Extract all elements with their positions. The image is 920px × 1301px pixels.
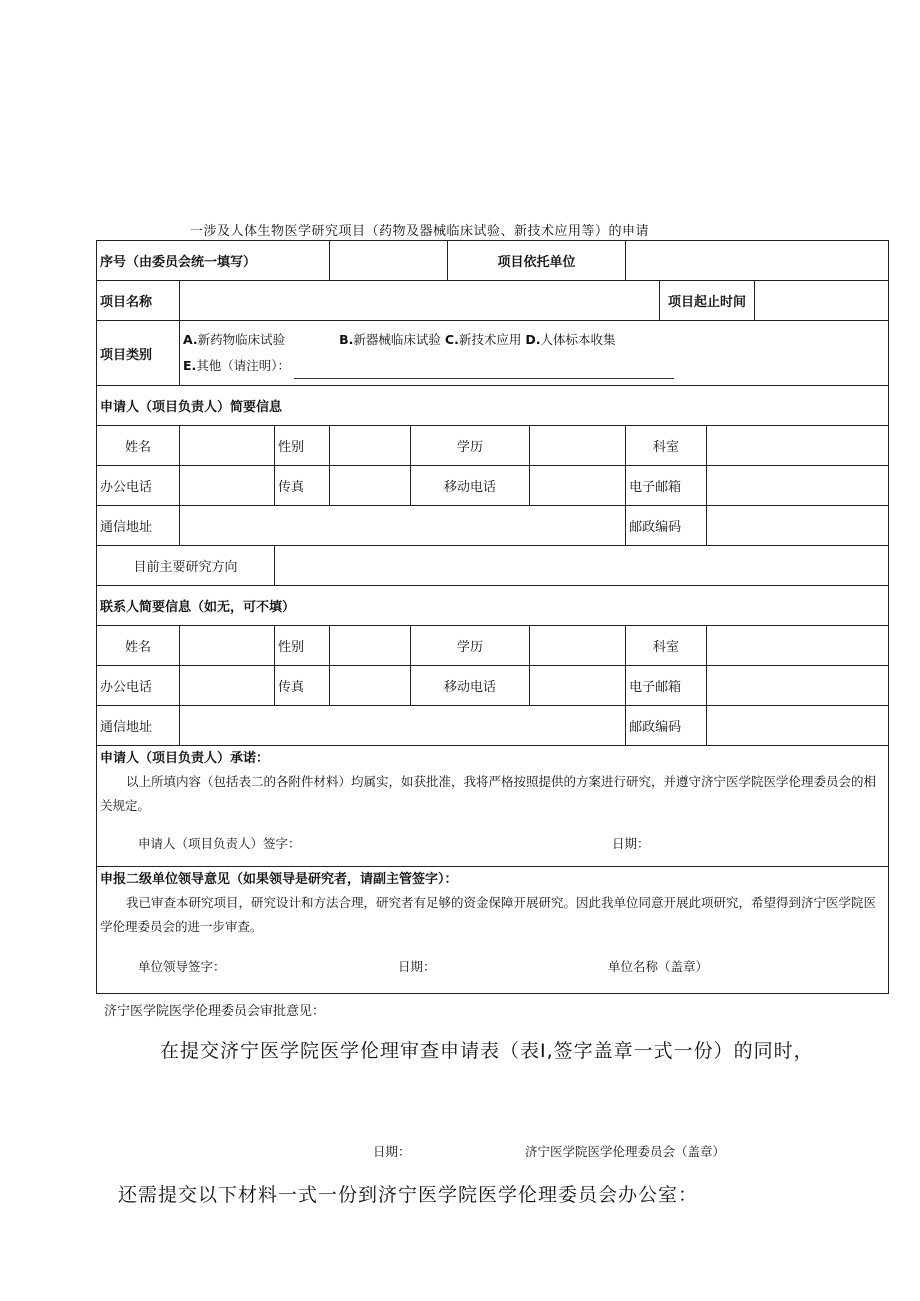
- contact-header-row: [97, 586, 889, 626]
- contact-address-label: 通信地址: [97, 706, 180, 746]
- contact-office-phone-label: 办公电话: [97, 666, 180, 706]
- contact-row-1: [97, 626, 889, 666]
- category-label: 项目类别: [97, 321, 180, 386]
- unit-label: 项目依托单位: [448, 241, 626, 281]
- contact-education-field[interactable]: [530, 626, 626, 666]
- option-c[interactable]: C.新技术应用: [444, 332, 522, 347]
- leader-signature-line: [100, 951, 885, 981]
- applicant-department-field[interactable]: [707, 426, 889, 466]
- leader-row: [97, 867, 889, 994]
- applicant-mobile-field[interactable]: [530, 466, 626, 506]
- leader-sign-label: 单位领导签字：: [138, 959, 226, 974]
- applicant-mobile-label: 移动电话: [411, 466, 530, 506]
- pledge-signature-line: [100, 828, 885, 858]
- option-d[interactable]: D.人体标本收集: [525, 332, 616, 347]
- leader-date-label: 日期：: [398, 959, 436, 974]
- committee-date-label: 日期：: [373, 1144, 411, 1159]
- applicant-gender-field[interactable]: [330, 426, 411, 466]
- pledge-text: 以上所填内容（包括表二的各附件材料）均属实，如获批准，我将严格按照提供的方案进行研究，并遵守济宁医学院医学伦理委员会的相关规定。: [100, 774, 877, 813]
- contact-gender-field[interactable]: [330, 626, 411, 666]
- applicant-name-label: 姓名: [97, 426, 180, 466]
- pledge-row: [97, 746, 889, 867]
- serial-label: 序号（由委员会统一填写）: [97, 241, 330, 281]
- option-a[interactable]: A.新药物临床试验: [183, 332, 286, 347]
- contact-row-2: [97, 666, 889, 706]
- leader-text: 我已审查本研究项目，研究设计和方法合理，研究者有足够的资金保障开展研究。因此我单位同意开展此项研究，希望得到济宁医学院医学伦理委员会的进一步审查。: [100, 895, 877, 934]
- contact-department-label: 科室: [626, 626, 707, 666]
- project-name-row: [97, 281, 889, 321]
- contact-gender-label: 性别: [275, 626, 330, 666]
- leader-unit-label: 单位名称（盖章）: [608, 959, 709, 974]
- applicant-postcode-field[interactable]: [707, 506, 889, 546]
- applicant-education-label: 学历: [411, 426, 530, 466]
- applicant-row-1: [97, 426, 889, 466]
- unit-value-field[interactable]: [626, 241, 889, 281]
- serial-row: [97, 241, 889, 281]
- research-direction-label: 目前主要研究方向: [97, 546, 275, 586]
- applicant-row-3: [97, 506, 889, 546]
- paragraph-submit: 在提交济宁医学院医学伦理审查申请表（表Ⅰ,签字盖章一式一份）的同时，: [160, 1040, 814, 1062]
- paragraph-materials: 还需提交以下材料一式一份到济宁医学院医学伦理委员会办公室：: [118, 1184, 699, 1206]
- contact-postcode-field[interactable]: [707, 706, 889, 746]
- leader-header: 申报二级单位领导意见（如果领导是研究者，请副主管签字）：: [100, 872, 458, 887]
- applicant-education-field[interactable]: [530, 426, 626, 466]
- applicant-address-label: 通信地址: [97, 506, 180, 546]
- period-label: 项目起止时间: [660, 281, 755, 321]
- contact-address-field[interactable]: [180, 706, 626, 746]
- applicant-department-label: 科室: [626, 426, 707, 466]
- applicant-postcode-label: 邮政编码: [626, 506, 707, 546]
- contact-office-phone-field[interactable]: [180, 666, 275, 706]
- contact-row-3: [97, 706, 889, 746]
- pledge-header: 申请人（项目负责人）承诺：: [100, 751, 270, 766]
- option-e[interactable]: E.其他（请注明）：: [183, 358, 291, 373]
- applicant-gender-label: 性别: [275, 426, 330, 466]
- category-row: [97, 321, 889, 386]
- pledge-date-label: 日期：: [612, 836, 650, 851]
- period-field[interactable]: [755, 281, 889, 321]
- contact-mobile-field[interactable]: [530, 666, 626, 706]
- other-specify-line[interactable]: [294, 366, 674, 379]
- applicant-office-phone-label: 办公电话: [97, 466, 180, 506]
- contact-mobile-label: 移动电话: [411, 666, 530, 706]
- applicant-address-field[interactable]: [180, 506, 626, 546]
- committee-seal-label: 济宁医学院医学伦理委员会（盖章）: [525, 1144, 726, 1159]
- project-name-field[interactable]: [180, 281, 660, 321]
- pledge-sign-label: 申请人（项目负责人）签字：: [138, 836, 301, 851]
- option-b[interactable]: B.新器械临床试验: [339, 332, 441, 347]
- contact-department-field[interactable]: [707, 626, 889, 666]
- contact-fax-label: 传真: [275, 666, 330, 706]
- contact-name-label: 姓名: [97, 626, 180, 666]
- contact-email-field[interactable]: [707, 666, 889, 706]
- contact-fax-field[interactable]: [330, 666, 411, 706]
- applicant-name-field[interactable]: [180, 426, 275, 466]
- applicant-header: 申请人（项目负责人）简要信息: [97, 386, 889, 426]
- contact-header: 联系人简要信息（如无，可不填）: [97, 586, 889, 626]
- pledge-section: [97, 746, 889, 867]
- committee-opinion-label: 济宁医学院医学伦理委员会审批意见：: [104, 1004, 326, 1019]
- leader-section: [97, 867, 889, 994]
- applicant-office-phone-field[interactable]: [180, 466, 275, 506]
- research-direction-field[interactable]: [275, 546, 889, 586]
- contact-postcode-label: 邮政编码: [626, 706, 707, 746]
- contact-name-field[interactable]: [180, 626, 275, 666]
- applicant-email-field[interactable]: [707, 466, 889, 506]
- applicant-header-row: [97, 386, 889, 426]
- category-options: [180, 321, 889, 386]
- contact-email-label: 电子邮箱: [626, 666, 707, 706]
- application-form-table: [96, 240, 889, 994]
- serial-value-field[interactable]: [330, 241, 448, 281]
- contact-education-label: 学历: [411, 626, 530, 666]
- applicant-row-2: [97, 466, 889, 506]
- research-direction-row: [97, 546, 889, 586]
- applicant-fax-field[interactable]: [330, 466, 411, 506]
- project-name-label: 项目名称: [97, 281, 180, 321]
- applicant-fax-label: 传真: [275, 466, 330, 506]
- applicant-email-label: 电子邮箱: [626, 466, 707, 506]
- form-title: 一涉及人体生物医学研究项目（药物及器械临床试验、新技术应用等）的申请: [190, 224, 650, 239]
